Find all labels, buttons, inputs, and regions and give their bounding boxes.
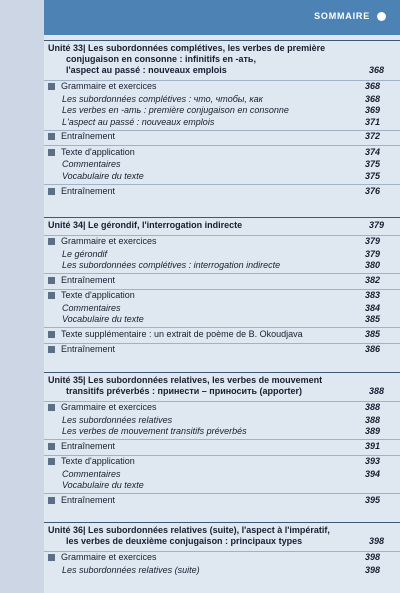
page-number: 385 <box>364 314 380 325</box>
page-number: 379 <box>364 248 380 259</box>
unit-heading[interactable] <box>44 525 400 547</box>
unit-title-line: conjugaison en consonne : infinitifs en -ать, <box>66 54 256 64</box>
unit-heading[interactable] <box>44 375 400 397</box>
page-number: 386 <box>364 344 380 355</box>
toc-section[interactable] <box>44 275 400 286</box>
section-title: Texte d'application <box>61 146 135 157</box>
page-number: 388 <box>368 386 384 396</box>
toc-section[interactable] <box>44 344 400 355</box>
toc-subsection[interactable] <box>44 314 400 325</box>
unit-divider <box>44 217 400 218</box>
section-title: Entraînement <box>61 494 116 505</box>
section-title: Texte d'application <box>61 456 135 467</box>
section-title: Grammaire et exercices <box>61 236 157 246</box>
unit-heading[interactable] <box>44 43 400 76</box>
section-title: Texte d'application <box>61 290 135 301</box>
page-number: 372 <box>364 131 380 142</box>
page-number: 379 <box>364 236 380 246</box>
page-number: 380 <box>364 260 380 271</box>
toc-subsection[interactable] <box>44 260 400 271</box>
page-number: 375 <box>364 159 380 170</box>
toc-subsection[interactable] <box>44 117 400 128</box>
square-bullet-icon <box>48 133 55 140</box>
page-number: 395 <box>364 494 380 505</box>
square-bullet-icon <box>48 83 55 90</box>
square-bullet-icon <box>48 497 55 504</box>
subsection-title: Les verbes en -ать : première conjugaison en consonne <box>62 105 289 116</box>
page-number: 371 <box>364 116 380 127</box>
toc-subsection[interactable] <box>44 426 400 437</box>
subsection-title: L'aspect au passé : nouveaux emplois <box>62 116 215 127</box>
toc-section[interactable] <box>44 186 400 197</box>
table-of-contents <box>44 35 400 593</box>
section-title: Entraînement <box>61 185 116 196</box>
section-title: Entraînement <box>61 344 116 355</box>
page-number: 393 <box>364 456 380 467</box>
toc-section[interactable] <box>44 236 400 247</box>
square-bullet-icon <box>48 238 55 245</box>
page-number: 398 <box>368 536 384 546</box>
toc-subsection[interactable] <box>44 94 400 105</box>
unit-title-line: Unité 36| Les subordonnées relatives (suite), l'aspect à l'impératif, <box>48 525 330 535</box>
unit-title-line: Unité 35| Les subordonnées relatives, les verbes de mouvement <box>48 375 323 385</box>
square-bullet-icon <box>48 292 55 299</box>
page-number: 382 <box>364 274 380 285</box>
page-number: 379 <box>368 220 384 230</box>
header-bar <box>44 0 400 35</box>
toc-section[interactable] <box>44 329 400 340</box>
page-number: 368 <box>368 65 384 75</box>
unit-title-line: Unité 34| Le gérondif, l'interrogation indirecte <box>48 220 243 230</box>
unit-title-line: Unité 33| Les subordonnées complétives, les verbes de première <box>48 43 326 53</box>
page-number: 398 <box>364 552 380 562</box>
toc-subsection[interactable] <box>44 171 400 182</box>
square-bullet-icon <box>48 277 55 284</box>
unit-title-line: transitifs préverbés : принести – приносить (apporter) <box>66 386 303 396</box>
section-title: Texte supplémentaire : un extrait de poème de B. Okoudjava <box>61 328 303 339</box>
page-number: 383 <box>364 290 380 301</box>
section-title: Entraînement <box>61 131 116 142</box>
unit-title-line: les verbes de deuxième conjugaison : principaux types <box>66 536 303 546</box>
page-number: 385 <box>364 328 380 339</box>
page-number: 376 <box>364 185 380 196</box>
toc-subsection[interactable] <box>44 565 400 576</box>
toc-section[interactable] <box>44 441 400 452</box>
unit-heading[interactable] <box>44 220 400 231</box>
square-bullet-icon <box>48 331 55 338</box>
unit-divider <box>44 40 400 41</box>
page-number: 384 <box>364 302 380 313</box>
page-number: 394 <box>364 468 380 479</box>
page-number: 398 <box>364 564 380 575</box>
toc-section[interactable] <box>44 495 400 506</box>
unit-title-line: l'aspect au passé : nouveaux emplois <box>66 65 227 75</box>
toc-subsection[interactable] <box>44 469 400 480</box>
section-title: Grammaire et exercices <box>61 552 157 562</box>
toc-subsection[interactable] <box>44 415 400 426</box>
toc-section[interactable] <box>44 81 400 92</box>
subsection-title: Vocabulaire du texte <box>62 314 144 325</box>
toc-section[interactable] <box>44 290 400 301</box>
page-number: 368 <box>364 93 380 104</box>
square-bullet-icon <box>48 458 55 465</box>
unit-divider <box>44 522 400 523</box>
subsection-title: Commentaires <box>62 159 121 170</box>
section-title: Entraînement <box>61 440 116 451</box>
toc-subsection[interactable] <box>44 249 400 260</box>
toc-subsection[interactable] <box>44 480 400 491</box>
subsection-title: Vocabulaire du texte <box>62 480 144 491</box>
subsection-title: Commentaires <box>62 302 121 313</box>
toc-section[interactable] <box>44 456 400 467</box>
toc-section[interactable] <box>44 147 400 158</box>
section-title: Grammaire et exercices <box>61 402 157 412</box>
toc-section[interactable] <box>44 131 400 142</box>
unit-divider <box>44 372 400 373</box>
page-number: 388 <box>364 414 380 425</box>
square-bullet-icon <box>48 443 55 450</box>
toc-section[interactable] <box>44 552 400 563</box>
page-number: 375 <box>364 170 380 181</box>
subsection-title: Le gérondif <box>62 248 108 259</box>
bullet-dot-icon <box>377 12 386 21</box>
page-number: 388 <box>364 402 380 412</box>
page-number: 389 <box>364 426 380 437</box>
subsection-title: Commentaires <box>62 468 121 479</box>
page-number: 369 <box>364 105 380 116</box>
page-number: 391 <box>364 440 380 451</box>
section-title: Entraînement <box>61 274 116 285</box>
square-bullet-icon <box>48 554 55 561</box>
subsection-title: Les verbes de mouvement transitifs préverbés <box>62 426 247 437</box>
subsection-title: Les subordonnées complétives : interrogation indirecte <box>62 260 281 271</box>
square-bullet-icon <box>48 404 55 411</box>
page-number: 374 <box>364 146 380 157</box>
toc-subsection[interactable] <box>44 159 400 170</box>
subsection-title: Les subordonnées complétives : что, чтобы, как <box>62 93 263 104</box>
square-bullet-icon <box>48 346 55 353</box>
toc-subsection[interactable] <box>44 303 400 314</box>
toc-section[interactable] <box>44 402 400 413</box>
section-title: Grammaire et exercices <box>61 81 157 91</box>
subsection-title: Les subordonnées relatives <box>62 414 173 425</box>
square-bullet-icon <box>48 188 55 195</box>
square-bullet-icon <box>48 149 55 156</box>
subsection-title: Les subordonnées relatives (suite) <box>62 564 200 575</box>
subsection-title: Vocabulaire du texte <box>62 170 144 181</box>
page-number: 368 <box>364 81 380 91</box>
toc-subsection[interactable] <box>44 105 400 116</box>
header-title: SOMMAIRE <box>314 11 370 21</box>
